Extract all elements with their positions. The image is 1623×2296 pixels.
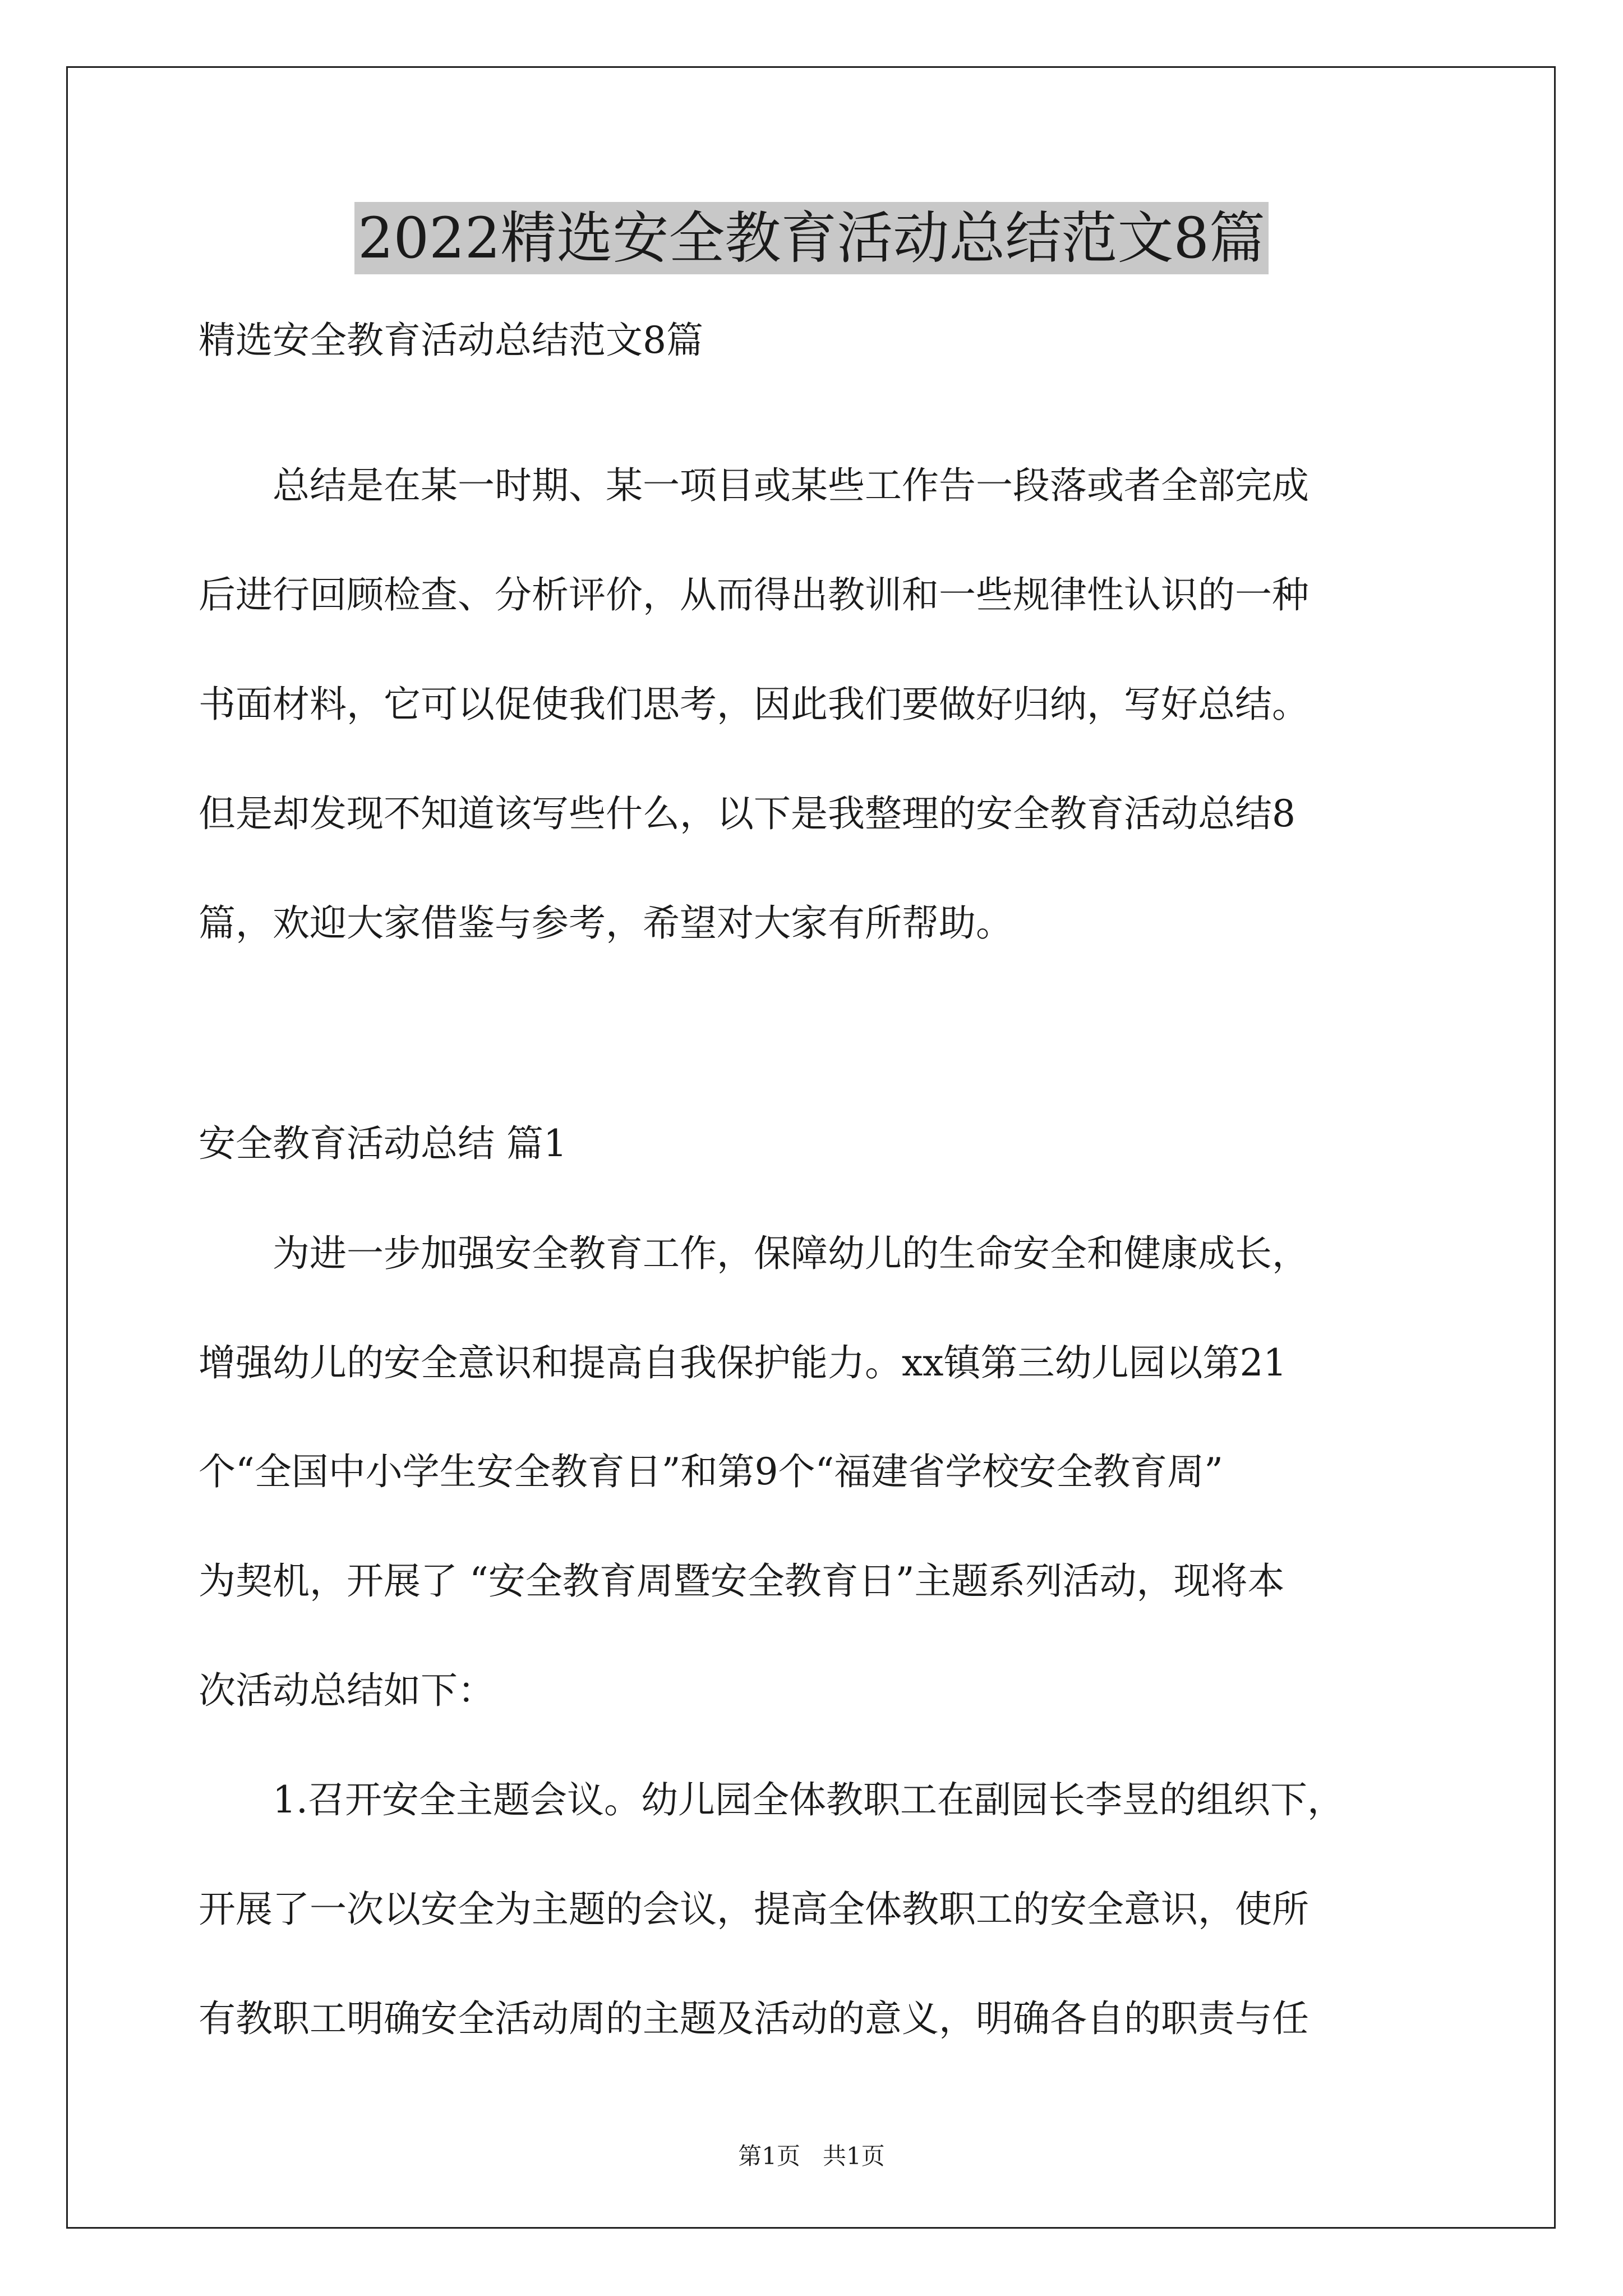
page-number: 第1页 [738,2142,800,2170]
page-footer [0,2139,1623,2173]
body-line: 1.召开安全主题会议。幼儿园全体教职工在副园长李昱的组织下， [199,1778,1344,1821]
body-line: 篇，欢迎大家借鉴与参考，希望对大家有所帮助。 [199,901,1013,945]
body-line: 次活动总结如下： [199,1669,495,1712]
document-title-text: 2022精选安全教育活动总结范文8篇 [354,202,1269,274]
body-line: 总结是在某一时期、某一项目或某些工作告一段落或者全部完成 [199,464,1309,507]
body-line: 有教职工明确安全活动周的主题及活动的意义，明确各自的职责与任 [199,1997,1309,2040]
body-line: 后进行回顾检查、分析评价，从而得出教训和一些规律性认识的一种 [199,573,1309,616]
body-line: 为进一步加强安全教育工作，保障幼儿的生命安全和健康成长， [199,1232,1309,1275]
body-line: 书面材料，它可以促使我们思考，因此我们要做好归纳，写好总结。 [199,683,1309,726]
subtitle-line: 精选安全教育活动总结范文8篇 [199,319,703,362]
body-line: 开展了一次以安全为主题的会议，提高全体教职工的安全意识，使所 [199,1888,1309,1931]
page-total: 共1页 [823,2142,885,2170]
body-line: 增强幼儿的安全意识和提高自我保护能力。xx镇第三幼儿园以第21 [199,1341,1287,1384]
body-line: 但是却发现不知道该写些什么，以下是我整理的安全教育活动总结8 [199,792,1295,835]
body-line: 个“全国中小学生安全教育日”和第9个“福建省学校安全教育周” [199,1450,1223,1493]
body-line: 为契机，开展了 “安全教育周暨安全教育日”主题系列活动，现将本 [199,1559,1285,1603]
document-title [0,199,1623,278]
section-heading: 安全教育活动总结 篇1 [199,1122,567,1165]
